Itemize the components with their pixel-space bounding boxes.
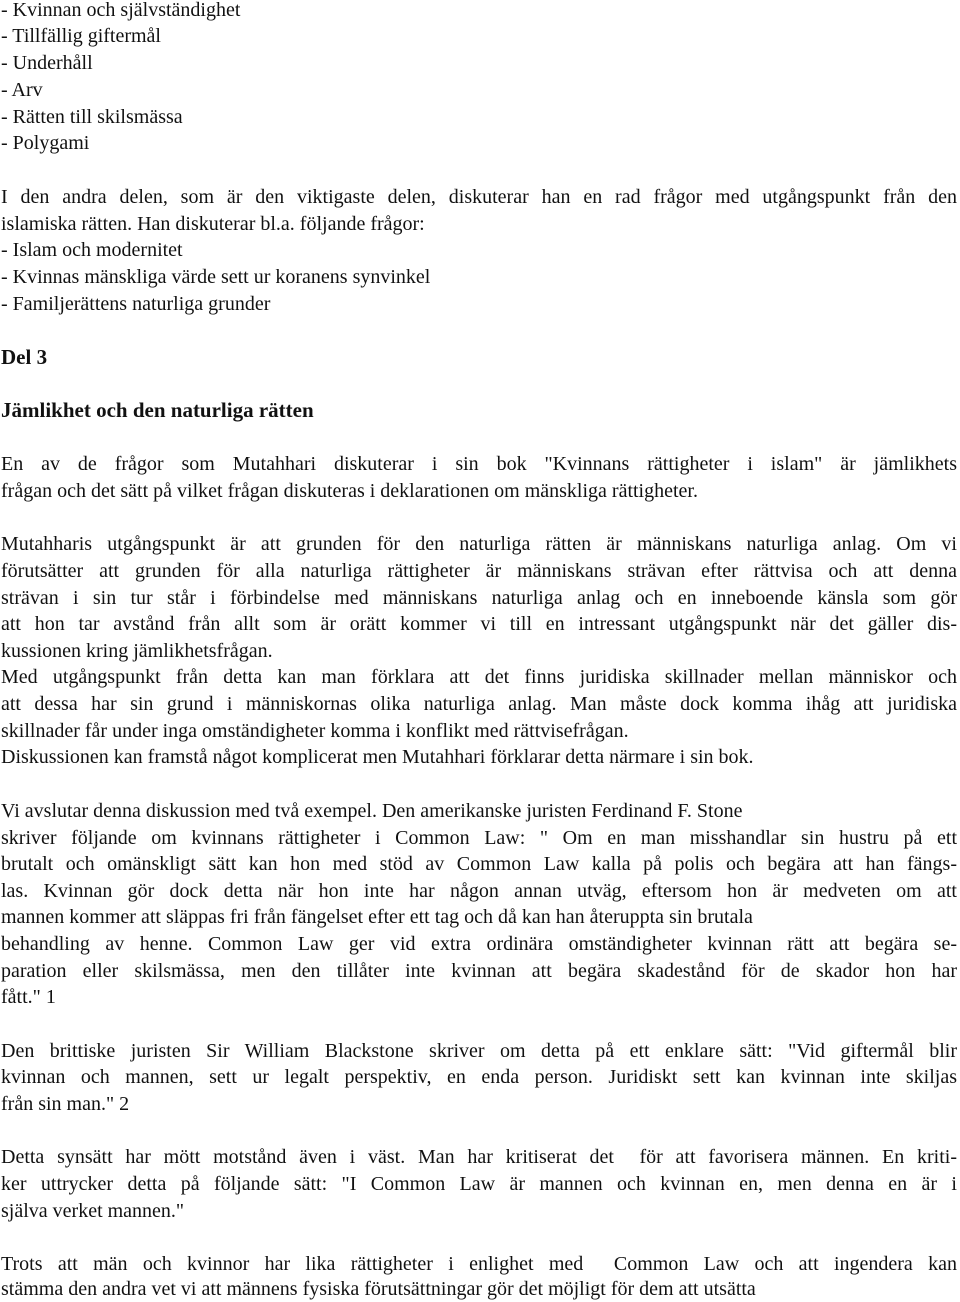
paragraph-line: ker uttrycker detta på följande sätt: "I Common Law är mannen och kvinnan en, men denna en är i [1,1173,957,1195]
paragraph-line: islamiska rätten. Han diskuterar bl.a. följande frågor: [1,213,425,235]
list-item: - Arv [1,79,43,101]
paragraph-line: paration eller skilsmässa, men den tillåter inte kvinnan att begära skadestånd för de skador hon har [1,960,957,982]
paragraph-line: att dessa har sin grund i människornas olika naturliga anlag. Man måste dock komma ihåg att juridiska [1,693,957,715]
section-title: Jämlikhet och den naturliga rätten [1,398,314,422]
paragraph-line: stämma den andra vet vi att männens fysiska förutsättningar gör det möjligt för dem att utsätta [1,1278,756,1300]
paragraph-line: Vi avslutar denna diskussion med två exempel. Den amerikanske juristen Ferdinand F. Stone [1,800,743,822]
paragraph-line: Med utgångspunkt från detta kan man förklara att det finns juridiska skillnader mellan människor och [1,666,957,688]
list-item: - Familjerättens naturliga grunder [1,293,271,315]
paragraph-line: att hon tar avstånd från allt som är orätt kommer vi till en intressant utgångspunkt när det gäller dis- [1,613,957,635]
paragraph-line: Trots att män och kvinnor har lika rättigheter i enlighet med Common Law och att ingendera kan [1,1253,957,1275]
paragraph-line: I den andra delen, som är den viktigaste delen, diskuterar han en rad frågor med utgångspunkt från den [1,186,957,208]
paragraph-line: Diskussionen kan framstå något komplicerat men Mutahhari förklarar detta närmare i sin bok. [1,746,754,768]
paragraph-line: En av de frågor som Mutahhari diskuterar i sin bok "Kvinnans rättigheter i islam" är jämlikhets [1,453,957,475]
paragraph-line: mannen kommer att släppas fri från fängelset efter ett tag och då kan han återuppta sin brutala [1,906,753,928]
paragraph-line: Detta synsätt har mött motstånd även i väst. Man har kritiserat det för att favorisera männen. En kriti- [1,1146,957,1168]
paragraph-line: själva verket mannen." [1,1200,185,1222]
paragraph-line: skriver följande om kvinnans rättigheter i Common Law: " Om en man misshandlar sin hustru på ett [1,827,957,849]
list-item: - Kvinnan och självständighet [1,0,241,21]
list-item: - Islam och modernitet [1,239,183,261]
list-item: - Kvinnas mänskliga värde sett ur koranens synvinkel [1,266,431,288]
paragraph-line: kvinnan och mannen, sett ur legalt perspektiv, en enda person. Juridiskt sett kan kvinnan inte skiljas [1,1066,957,1088]
paragraph-line: förutsätter att grunden för alla naturliga rättigheter är människans strävan efter rättvisa och att denna [1,560,957,582]
list-item: - Polygami [1,132,90,154]
paragraph-line: kussionen kring jämlikhetsfrågan. [1,640,273,662]
paragraph-line: Den brittiske juristen Sir William Blackstone skriver om detta på ett enklare sätt: "Vid giftermål blir [1,1040,957,1062]
paragraph-line: brutalt och omänskligt sätt kan hon med stöd av Common Law kalla på polis och begära att han fängs- [1,853,957,875]
paragraph-line: skillnader får under inga omständigheter komma i konflikt med rättvisefrågan. [1,720,629,742]
paragraph-line: frågan och det sätt på vilket frågan diskuteras i deklarationen om mänskliga rättigheter. [1,480,698,502]
list-item: - Underhåll [1,52,93,74]
list-item: - Rätten till skilsmässa [1,106,183,128]
paragraph-line: Mutahharis utgångspunkt är att grunden för den naturliga rätten är människans naturliga anlag. Om vi [1,533,957,555]
paragraph-line: behandling av henne. Common Law ger vid extra ordinära omständigheter kvinnan rätt att begära se- [1,933,957,955]
paragraph-line: fått." 1 [1,986,56,1008]
paragraph-line: strävan i sin tur står i förbindelse med människans naturliga anlag och en inneboende känsla som gör [1,587,957,609]
section-heading: Del 3 [1,345,48,369]
paragraph-line: från sin man." 2 [1,1093,130,1115]
paragraph-line: las. Kvinnan gör dock detta när hon inte har någon annan utväg, eftersom hon är medveten om att [1,880,957,902]
list-item: - Tillfällig giftermål [1,25,161,47]
